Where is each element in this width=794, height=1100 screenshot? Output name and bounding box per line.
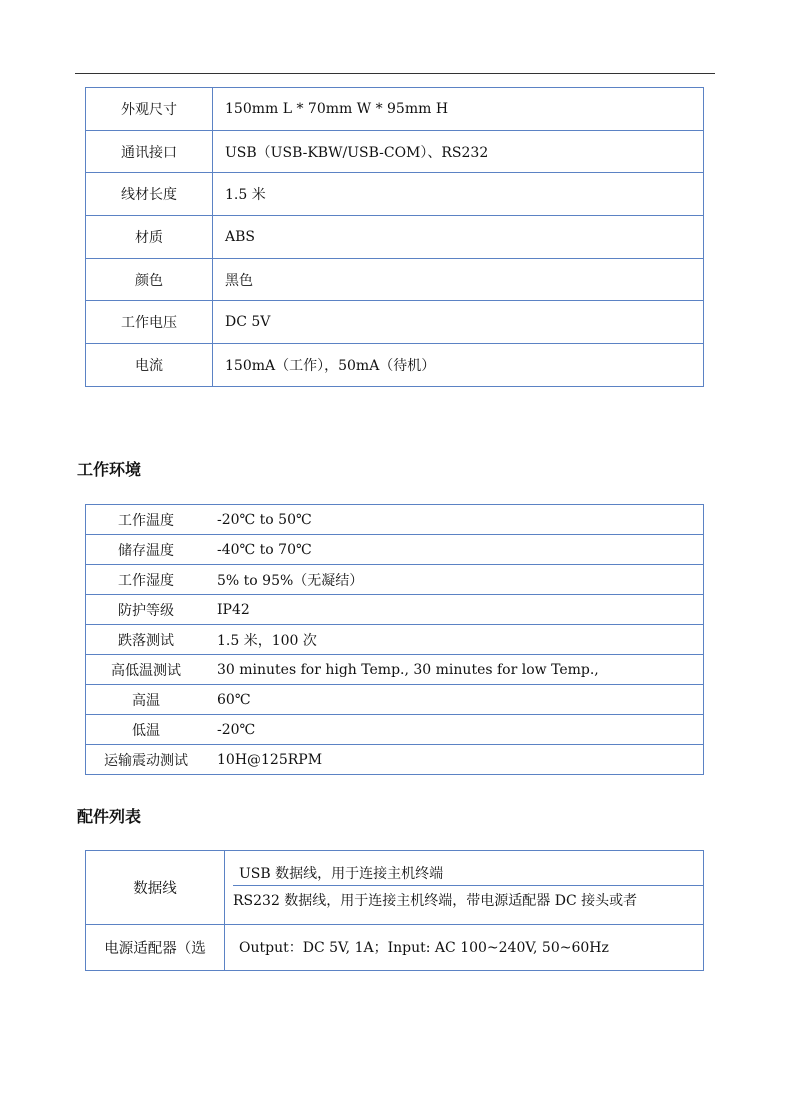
table-row — [86, 258, 704, 301]
specs-table — [85, 87, 704, 387]
env-value: -20℃ to 50℃ — [206, 505, 704, 535]
table-row — [86, 88, 704, 131]
spec-value: 150mm L * 70mm W * 95mm H — [213, 88, 704, 131]
table-row — [86, 173, 704, 216]
accessory-value — [225, 851, 704, 925]
accessory-line: Output：DC 5V, 1A；Input: AC 100~240V, 50~60Hz — [239, 939, 609, 956]
table-row — [86, 625, 704, 655]
spec-label: 外观尺寸 — [86, 88, 213, 131]
table-row — [86, 565, 704, 595]
spec-label: 电流 — [86, 344, 213, 387]
table-row — [86, 925, 704, 971]
spec-value: ABS — [213, 216, 704, 259]
table-row — [86, 535, 704, 565]
env-value: 30 minutes for high Temp., 30 minutes for low Temp., — [206, 655, 704, 685]
environment-table — [85, 504, 704, 775]
table-row — [86, 685, 704, 715]
table-row — [86, 505, 704, 535]
table-row — [86, 216, 704, 259]
spec-value: 黑色 — [213, 258, 704, 301]
spec-label: 通讯接口 — [86, 130, 213, 173]
env-value: -20℃ — [206, 715, 704, 745]
table-row — [86, 745, 704, 775]
spec-label: 工作电压 — [86, 301, 213, 344]
accessory-line: RS232 数据线，用于连接主机终端，带电源适配器 DC 接头或者 — [233, 893, 638, 909]
accessories-table — [85, 850, 704, 971]
spec-label: 材质 — [86, 216, 213, 259]
spec-value: 1.5 米 — [213, 173, 704, 216]
top-rule — [75, 73, 715, 74]
table-row — [86, 715, 704, 745]
accessories-heading: 配件列表 — [77, 807, 142, 826]
accessory-line: USB 数据线，用于连接主机终端 — [233, 865, 703, 886]
env-label: 高温 — [86, 685, 207, 715]
env-label: 高低温测试 — [86, 655, 207, 685]
accessory-value — [225, 925, 704, 971]
spec-label: 线材长度 — [86, 173, 213, 216]
env-value: 10H@125RPM — [206, 745, 704, 775]
env-label: 跌落测试 — [86, 625, 207, 655]
environment-heading: 工作环境 — [77, 460, 142, 479]
table-row — [86, 595, 704, 625]
env-value: -40℃ to 70℃ — [206, 535, 704, 565]
spec-value: 150mA（工作），50mA（待机） — [213, 344, 704, 387]
env-label: 低温 — [86, 715, 207, 745]
env-value: IP42 — [206, 595, 704, 625]
table-row — [86, 344, 704, 387]
env-value: 1.5 米，100 次 — [206, 625, 704, 655]
table-row — [86, 301, 704, 344]
accessory-label: 电源适配器（选 — [86, 925, 225, 971]
table-row — [86, 655, 704, 685]
env-label: 工作温度 — [86, 505, 207, 535]
spec-value: DC 5V — [213, 301, 704, 344]
env-label: 防护等级 — [86, 595, 207, 625]
table-row — [86, 851, 704, 925]
accessory-label: 数据线 — [86, 851, 225, 925]
env-value: 5% to 95%（无凝结） — [206, 565, 704, 595]
env-label: 储存温度 — [86, 535, 207, 565]
env-label: 工作湿度 — [86, 565, 207, 595]
table-row — [86, 130, 704, 173]
spec-value: USB（USB-KBW/USB-COM）、RS232 — [213, 130, 704, 173]
env-value: 60℃ — [206, 685, 704, 715]
env-label: 运输震动测试 — [86, 745, 207, 775]
spec-label: 颜色 — [86, 258, 213, 301]
